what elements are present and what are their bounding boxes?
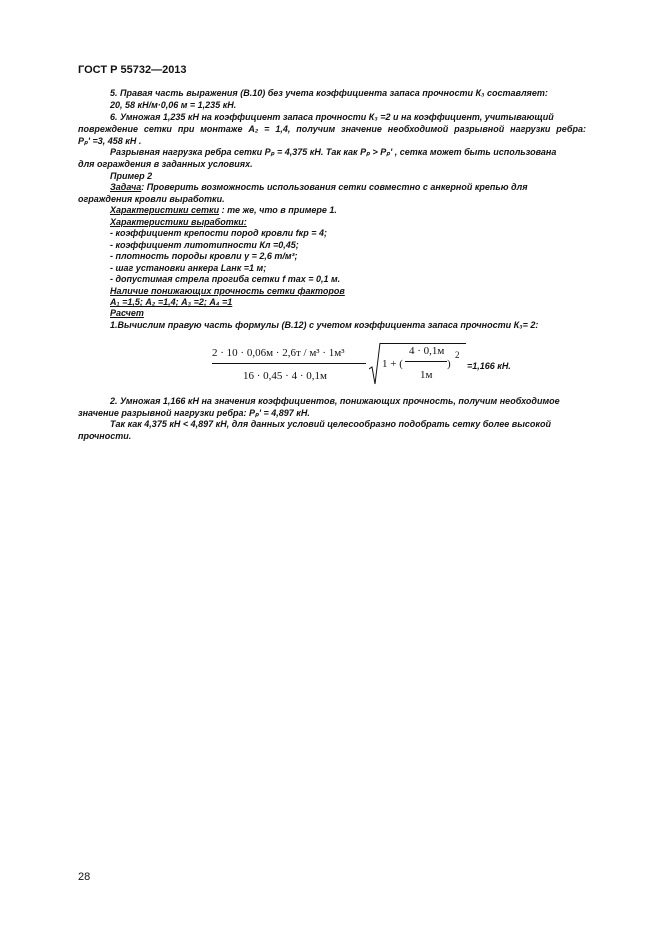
list-item: - коэффициент крепости пород кровли fкр = 4; (110, 228, 327, 238)
list-item: - коэффициент литотипности Кл =0,45; (110, 240, 299, 250)
list-item: - шаг установки анкера Lанк =1 м; (110, 263, 267, 273)
text-line: 5. Правая часть выражения (В.10) без учета коэффициента запаса прочности К₃ составляет: (110, 88, 548, 98)
text-line: прочности. (78, 431, 132, 441)
inner-fraction-bar (405, 361, 447, 362)
formula-denominator: 16 · 0,45 · 4 · 0,1м (243, 370, 327, 382)
mesh-characteristics-line (110, 205, 586, 216)
mesh-characteristics-label: Характеристики сетки (110, 205, 220, 215)
list-item: - допустимая стрела прогиба сетки f max = 0,1 м. (110, 274, 341, 284)
task-line (110, 182, 586, 193)
fraction-bar (212, 363, 366, 364)
text-line: Разрывная нагрузка ребра сетки Pₚ = 4,375 кН. Так как Pₚ > Pₚ' , сетка может быть использована (110, 147, 557, 157)
factors-heading: Наличие понижающих прочность сетки факторов (110, 286, 345, 296)
formula-one-plus: 1 + ( (382, 358, 403, 370)
formula-inner-denominator: 1м (420, 369, 433, 381)
mesh-characteristics-text: : те же, что в примере 1. (219, 205, 337, 215)
list-item: - плотность породы кровли γ = 2,6 т/м³; (110, 251, 298, 261)
workings-heading: Характеристики выработки: (110, 217, 247, 227)
text-line: 20, 58 кН/м·0,06 м = 1,235 кН. (110, 100, 237, 110)
text-line: значение разрывной нагрузки ребра: Pₚ' = 4,897 кН. (78, 408, 310, 418)
formula-inner-numerator: 4 · 0,1м (409, 345, 445, 357)
text-line: Так как 4,375 кН < 4,897 кН, для данных условий целесообразно подобрать сетку более высокой (110, 419, 551, 429)
example-heading: Пример 2 (110, 171, 153, 181)
text-line: Pₚ' =3, 458 кН . (78, 136, 142, 146)
text-line: ограждения кровли выработки. (78, 194, 225, 204)
task-text: : Проверить возможность использования сетки совместно с анкерной крепью для (141, 182, 528, 192)
text-line: 1.Вычислим правую часть формулы (В.12) с учетом коэффициента запаса прочности К₃= 2: (110, 320, 539, 330)
document-header: ГОСТ Р 55732—2013 (78, 64, 187, 76)
text-line: для ограждения в заданных условиях. (78, 159, 253, 169)
formula-numerator: 2 · 10 · 0,06м · 2,6т / м³ · 1м³ (212, 347, 345, 359)
radical-sign (369, 342, 381, 386)
formula-close-paren: ) (447, 358, 451, 370)
radical-overline (380, 343, 466, 344)
text-line: 2. Умножая 1,166 кН на значения коэффициентов, понижающих прочность, получим необходимое (110, 396, 560, 406)
factors-values: А₁ =1,5; А₂ =1,4; А₃ =2; А₄ =1 (110, 297, 233, 307)
text-line: 6. Умножая 1,235 кН на коэффициент запаса прочности К₃ =2 и на коэффициент, учитывающий (110, 112, 554, 122)
text-line: повреждение сетки при монтаже А₂ = 1,4, получим значение необходимой разрывной нагрузки ребра: (78, 124, 586, 134)
calculation-heading: Расчет (110, 308, 144, 318)
task-label: Задача (110, 182, 142, 192)
page-number: 28 (78, 871, 91, 883)
formula-exponent: 2 (455, 350, 460, 360)
formula-result: =1,166 кН. (467, 361, 511, 371)
